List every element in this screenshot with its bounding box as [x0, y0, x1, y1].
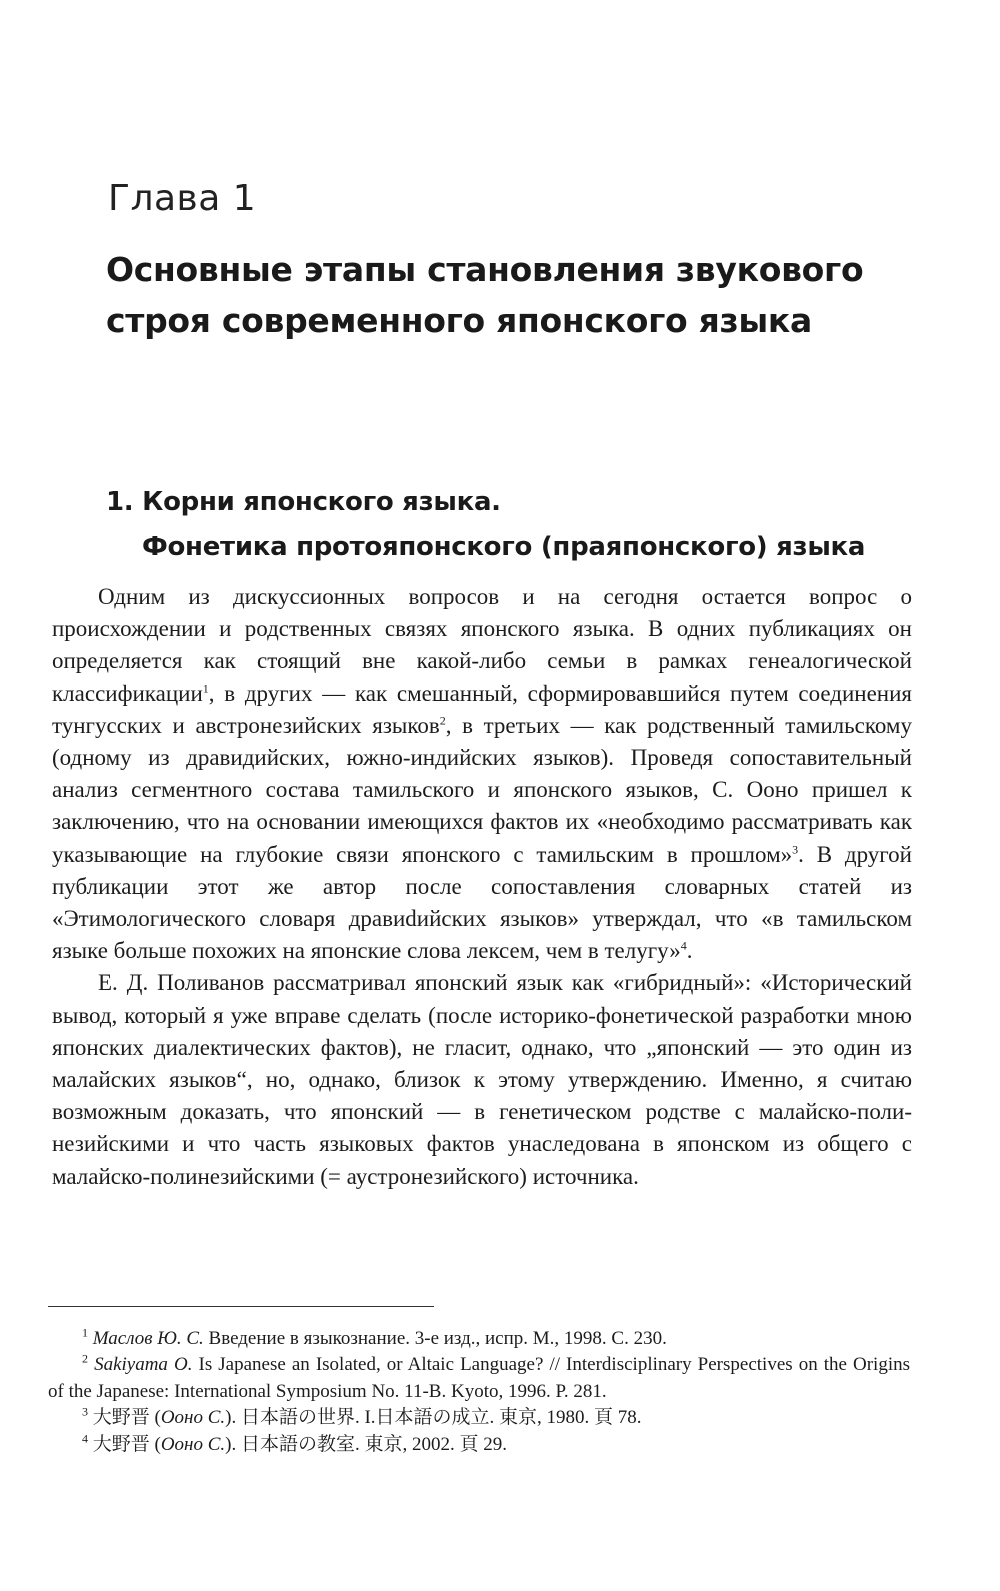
footnote-number: 1 — [82, 1325, 88, 1340]
body-text — [52, 581, 912, 1193]
chapter-title-line: строя современного японского языка — [106, 301, 812, 340]
footnote — [48, 1352, 910, 1405]
footnote-text: Введение в языкознание. 3-е изд., испр. М., 1998. С. 230. — [203, 1328, 667, 1349]
footnote-author-suffix: ). — [225, 1433, 237, 1455]
section-title-line: Фонетика протояпонского (праяпонского) языка — [142, 532, 866, 562]
footnote-reference: 2 — [439, 713, 446, 728]
paragraph — [52, 581, 912, 967]
chapter-title — [106, 244, 906, 346]
footnote — [48, 1432, 910, 1458]
footnote-author-suffix: ). — [225, 1407, 237, 1429]
footnote-reference: 3 — [792, 841, 799, 856]
section-title — [106, 480, 906, 570]
footnote-reference: 4 — [680, 938, 687, 953]
footnote-author-prefix: 大野晋 ( — [92, 1433, 161, 1455]
footnote-number: 4 — [82, 1431, 88, 1446]
footnote-reference: 1 — [202, 680, 209, 695]
paragraph-text: Одним из дискуссионных вопросов и на сегодня остается вопрос о происхождении и родственных связях японского языка. В одних публикациях он определяется как стоящий вне какой-либо семьи в рамках генеалогической классификации — [52, 584, 912, 706]
paragraph-text: . В другой публикации этот же автор после сопоставления словарных статей из «Этимологического словаря дравиdийских языков» утверждал, что «в тамильском языке больше похожих на японские слова лексем, чем в телугу» — [52, 841, 912, 964]
footnote-number: 3 — [82, 1404, 88, 1419]
footnote-number: 2 — [82, 1352, 88, 1367]
footnotes — [48, 1326, 910, 1458]
footnote-text: 日本語の世界. I.日本語の成立. 東京, 1980. 頁 78. — [236, 1407, 642, 1429]
paragraph-text: . — [686, 938, 693, 964]
paragraph-text: Е. Д. Поливанов рассматривал японский язык как «гибридный»: «Исторический вывод, который я уже вправе сделать (после историко-фонетической разработки мною японских диалектических фактов), не гласит, однако, что „японский — это один из малайских языков“, но, однако, близок к этому утверждению. Именно, я считаю возможным доказать, что японский — в генетическом родстве с малайско-полинезийскими и что часть языковых фактов унаследована в японском из общего с малайско-полинезийскими (= аустронезийского) источника. — [52, 970, 912, 1189]
paragraph-text: , в третьих — как родственный тамильскому (одному из дравидийских, южно-индийских языков). Проведя сопоставительный анализ сегментного состава тамильского и японского языков, С. Ооно пришел к заключению, что на основании имеющихся фактов их «необходимо рассматривать как указывающие на глубокие связи японского с тамильским в прошлом» — [52, 712, 912, 867]
footnote-author: Ооно С. — [160, 1433, 226, 1455]
footnote — [48, 1405, 910, 1431]
footnote-text: 日本語の教室. 東京, 2002. 頁 29. — [236, 1433, 507, 1455]
section-title-line: 1. Корни японского языка. — [106, 487, 501, 517]
footnote-author: Sakiyama O. — [94, 1354, 193, 1376]
chapter-label: Глава 1 — [108, 178, 257, 219]
footnote-divider — [48, 1306, 434, 1307]
footnote-author: Маслов Ю. С. — [92, 1328, 204, 1349]
paragraph — [52, 967, 912, 1192]
footnote-author-prefix: 大野晋 ( — [92, 1407, 161, 1429]
chapter-title-line: Основные этапы становления звукового — [106, 250, 864, 289]
footnote — [48, 1326, 910, 1352]
footnote-author: Ооно С. — [160, 1407, 226, 1429]
footnote-text: Is Japanese an Isolated, or Altaic Language? // Interdisciplinary Perspectives on the Origins of the Japanese: International Symposium No. 11-B. Kyoto, 1996. P. 281. — [48, 1354, 911, 1402]
paragraph-text: , в других — как смешанный, сформировавшийся путем соединения тунгусских и австронезийских языков — [52, 680, 912, 738]
